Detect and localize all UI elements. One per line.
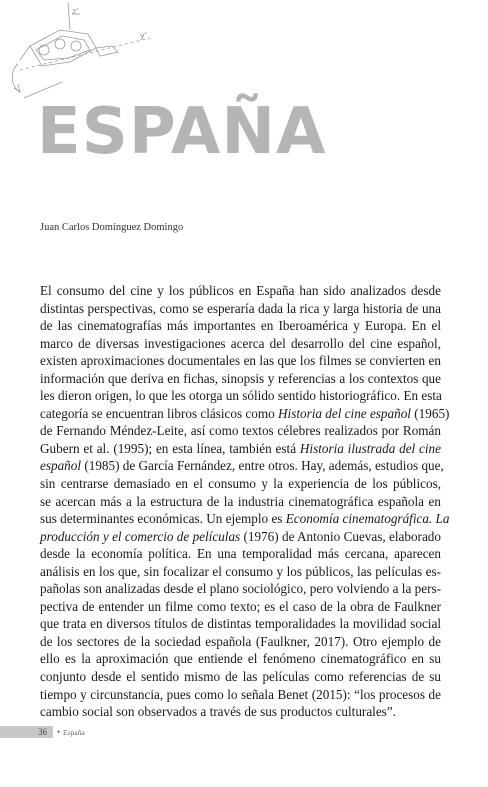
text-run: marco de diversas investigaciones acerca del desarrollo del cine español, xyxy=(40,335,441,351)
page-title: ESPAÑA xyxy=(37,95,327,169)
body-line xyxy=(40,457,444,475)
text-run: de las cinematografías más importantes en Iberoamérica y Europa. En el xyxy=(40,318,441,334)
body-line xyxy=(40,387,441,405)
text-run: ello es la aproximación que entiende el fenómeno cinematográfico en su xyxy=(40,651,441,667)
body-line xyxy=(40,422,441,440)
text-run: distintas perspectivas, como se esperaría dada la rica y larga historia de una xyxy=(40,300,441,316)
body-line xyxy=(40,650,441,668)
text-run: que trata en diversos títulos de distintas temporalidades la movilidad social xyxy=(40,616,441,632)
body-line xyxy=(40,335,441,353)
text-run: se acercan más a la estructura de la industria cinematográfica española en xyxy=(40,493,441,509)
text-run: información que deriva en fichas, sinopsis y referencias a los contextos que xyxy=(40,370,441,386)
italic-title: producción y el comercio de películas xyxy=(40,528,241,544)
body-line xyxy=(40,580,441,598)
text-run: de Fernando Méndez-Leite, así como textos célebres realizados por Román xyxy=(40,423,441,439)
text-run: El consumo del cine y los públicos en España han sido analizados desde xyxy=(40,283,441,298)
italic-title: Historia ilustrada del cine xyxy=(299,440,441,456)
body-line xyxy=(40,703,441,721)
svg-text:y': y' xyxy=(140,31,147,40)
text-run: sin centrarse demasiado en el consumo y la experiencia de los públicos, xyxy=(40,476,441,492)
text-run: de los sectores de la sociedad española (Faulkner, 2017). Otro ejemplo de xyxy=(40,633,441,649)
body-line xyxy=(40,598,441,616)
text-run: desde la economía política. En una temporalidad más cercana, aparecen xyxy=(40,546,441,562)
body-line xyxy=(40,475,441,493)
text-run: (1976) de Antonio Cuevas, elaborado xyxy=(240,528,441,544)
body-line xyxy=(40,528,441,546)
text-run: análisis en los que, sin focalizar el consumo y los públicos, las películas es- xyxy=(40,563,441,579)
italic-title: Historia del cine español xyxy=(278,405,411,421)
text-run: Gubern et al. (1995); en esta línea, también está xyxy=(40,440,300,456)
page-number: 36 xyxy=(38,727,47,737)
text-run: les dieron origen, lo que les otorga un sólido sentido historiográfico. En esta xyxy=(40,388,442,404)
text-run: pañolas son analizadas desde el plano sociológico, pero volviendo a la pers- xyxy=(40,581,441,597)
body-line xyxy=(40,615,441,633)
italic-title: español xyxy=(40,458,82,474)
body-line xyxy=(40,405,450,423)
body-line xyxy=(40,300,441,318)
body-line xyxy=(40,370,441,388)
body-line xyxy=(40,282,441,300)
body-line xyxy=(40,352,441,370)
body-line xyxy=(40,317,441,335)
text-run: sus determinantes económicas. Un ejemplo es xyxy=(40,511,286,527)
body-line xyxy=(40,686,441,704)
italic-title: Economía cinematográfica. La xyxy=(285,511,450,527)
body-line xyxy=(40,668,441,686)
text-run: tiempo y circunstancia, pues como lo señala Benet (2015): “los procesos de xyxy=(40,686,441,702)
body-line xyxy=(40,493,441,511)
author-name: Juan Carlos Domínguez Domingo xyxy=(40,222,184,233)
body-line xyxy=(40,633,441,651)
body-line xyxy=(40,510,450,528)
text-run: (1985) de García Fernández, entre otros. Hay, además, estudios que, xyxy=(81,458,444,474)
text-run: existen aproximaciones documentales en las que los filmes se convierten en xyxy=(40,353,441,369)
text-run: categoría se encuentran libros clásicos como xyxy=(40,405,279,421)
body-paragraph xyxy=(40,282,450,721)
body-line xyxy=(40,545,441,563)
body-line xyxy=(40,440,441,458)
svg-text:z': z' xyxy=(72,7,79,16)
text-run: conjunto desde el sentido mismo de las películas como referencias de su xyxy=(40,669,441,685)
body-line xyxy=(40,563,441,581)
text-run: pectiva de entender un filme como texto; es el caso de la obra de Faulkner xyxy=(40,598,441,614)
footer-separator: • xyxy=(57,727,61,737)
footer-section-label: España xyxy=(63,728,85,737)
text-run: cambio social son observados a través de sus productos culturales”. xyxy=(40,704,396,720)
text-run: (1965) xyxy=(410,405,450,421)
